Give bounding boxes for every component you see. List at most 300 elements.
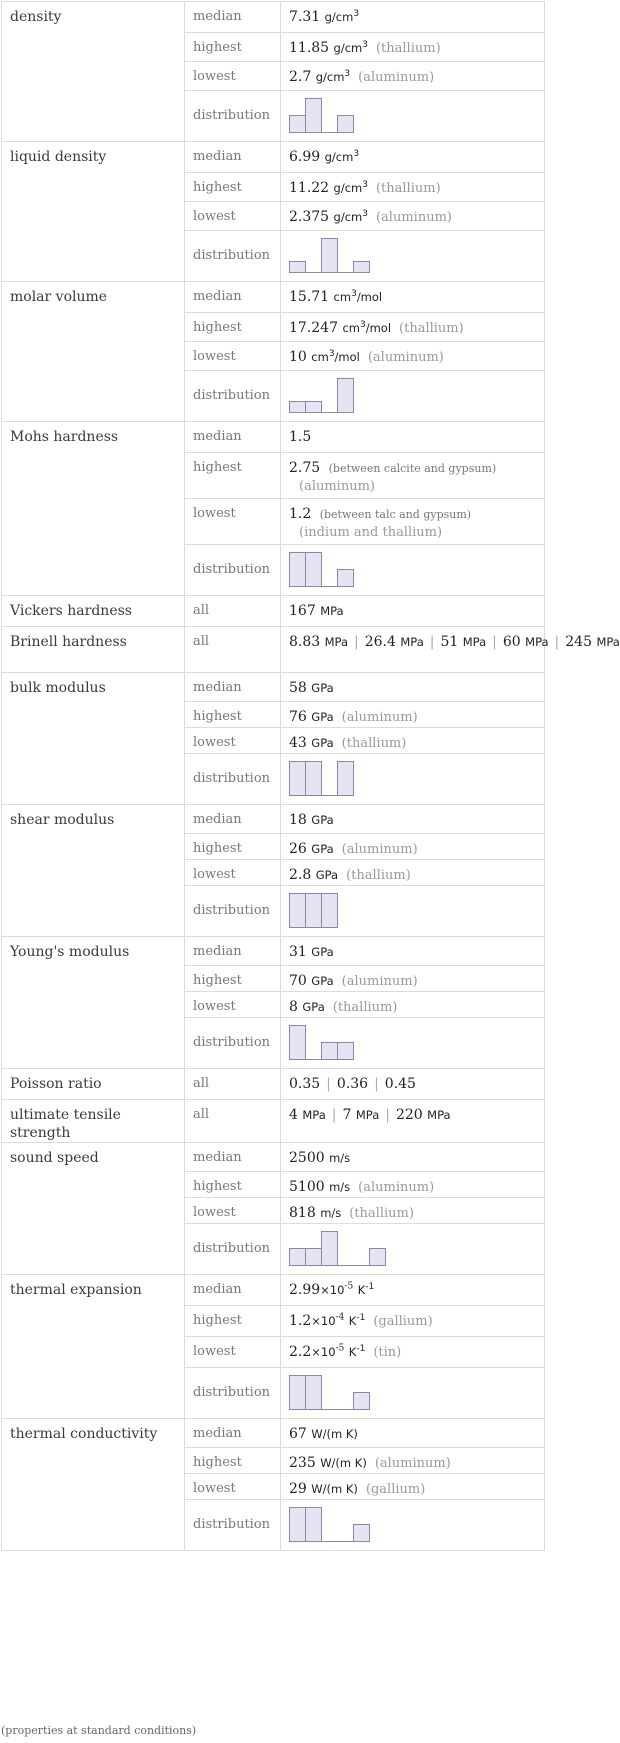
histogram-bar [306, 1249, 322, 1266]
stat-label: lowest [193, 1344, 236, 1359]
value-unit: GPa [311, 681, 334, 695]
distribution-histogram [289, 552, 355, 588]
value-unit-group [316, 868, 338, 882]
stat-label-cell [185, 754, 281, 805]
value-unit: W/(m K) [311, 1427, 358, 1441]
property-name-cell [2, 1069, 185, 1100]
stat-label-cell [185, 342, 281, 371]
property-name-cell [2, 1419, 185, 1551]
source-element: (gallium) [373, 1314, 433, 1329]
value-exponent: -5 [344, 1281, 354, 1292]
property-name-cell [2, 627, 185, 673]
source-element: (thallium) [349, 1206, 414, 1221]
value-number: 2.75 [289, 460, 321, 476]
histogram-bar [290, 553, 306, 587]
value-number: 2.375 [289, 209, 330, 225]
value-unit-group [334, 290, 383, 304]
histogram-bar [290, 894, 306, 928]
value-unit: MPa [427, 1108, 451, 1122]
value-unit: g/cm [324, 10, 354, 24]
distribution-histogram [289, 1025, 355, 1061]
source-element: (thallium) [341, 736, 407, 751]
unit-exponent: 3 [359, 320, 366, 331]
stat-label: median [193, 812, 242, 827]
unit-suffix: /mol [334, 350, 360, 364]
value-number: 43 [289, 735, 307, 751]
stat-label: median [193, 289, 242, 304]
stat-label-cell [185, 1275, 281, 1306]
source-element: (thallium) [399, 321, 464, 336]
stat-label: highest [193, 841, 242, 856]
property-name: liquid density [10, 149, 107, 165]
property-row [2, 673, 545, 702]
stat-label-cell [185, 1069, 281, 1100]
value-cell [281, 702, 545, 728]
value-unit: MPa [525, 635, 549, 649]
list-separator: | [554, 634, 560, 650]
stat-label-cell [185, 1224, 281, 1275]
stat-label: distribution [193, 1385, 271, 1400]
histogram-bar [338, 1043, 354, 1060]
list-value [337, 1076, 368, 1092]
list-separator: | [354, 634, 359, 650]
value-number: 26 [289, 841, 307, 857]
value-unit: m/s [320, 1206, 342, 1220]
property-name: Brinell hardness [10, 634, 127, 650]
value-number: 15.71 [289, 289, 330, 305]
value-cell [281, 673, 545, 702]
histogram-bar [338, 116, 354, 133]
stat-label: all [193, 634, 210, 649]
histogram-bar [290, 1249, 306, 1266]
value-cell [281, 1143, 545, 1172]
source-element: (aluminum) [375, 210, 452, 225]
histogram-bar [306, 894, 322, 928]
value-unit: g/cm [315, 70, 345, 84]
source-element: (thallium) [346, 868, 411, 883]
list-separator: | [331, 1107, 337, 1123]
stat-label: median [193, 9, 242, 24]
stat-label-cell [185, 886, 281, 937]
value-cell [281, 992, 545, 1018]
stat-label-cell [185, 966, 281, 992]
histogram-bar [338, 570, 354, 587]
list-separator: | [326, 1076, 331, 1092]
value-number: 0.35 [289, 1076, 321, 1092]
stat-label-cell [185, 2, 281, 33]
list-value [289, 603, 344, 619]
list-value [342, 1107, 379, 1123]
stat-label: lowest [193, 69, 236, 84]
histogram-bar [322, 1043, 338, 1060]
value-number: 2.8 [289, 867, 312, 883]
stat-label: all [193, 1107, 210, 1122]
list-value [503, 634, 549, 650]
stat-label: lowest [193, 506, 236, 521]
property-name: bulk modulus [10, 680, 106, 696]
stat-label: distribution [193, 562, 271, 577]
value-cell [281, 453, 545, 499]
value-cell [281, 886, 545, 937]
stat-label: distribution [193, 771, 271, 786]
stat-label: highest [193, 709, 242, 724]
stat-label: distribution [193, 108, 271, 123]
value-unit-group [325, 150, 359, 164]
properties-table-body [2, 2, 620, 1551]
property-row [2, 627, 545, 673]
value-unit: K [348, 1314, 357, 1328]
unit-exponent: -1 [356, 1313, 366, 1324]
value-number: 17.247 [289, 320, 338, 336]
value-cell [281, 313, 545, 342]
value-number: 11.85 [289, 40, 330, 56]
property-row [2, 282, 545, 313]
distribution-histogram [289, 761, 355, 797]
list-value [365, 634, 424, 650]
value-unit-group [334, 210, 368, 224]
stat-label: highest [193, 1313, 242, 1328]
value-cell [281, 91, 545, 142]
source-element: (gallium) [365, 1482, 426, 1497]
value-number: 26.4 [364, 634, 396, 650]
value-unit-group [311, 681, 333, 695]
value-unit-group [311, 842, 333, 856]
stat-label: highest [193, 40, 242, 55]
stat-label: highest [193, 460, 242, 475]
property-row [2, 1100, 545, 1143]
stat-label: highest [193, 320, 242, 335]
value-cell [281, 282, 545, 313]
value-cell [281, 342, 545, 371]
stat-label: median [193, 1426, 242, 1441]
source-element: (thallium) [375, 181, 441, 196]
list-separator: | [385, 1107, 390, 1123]
value-exponent: -5 [335, 1343, 345, 1354]
property-name-cell [2, 2, 185, 142]
value-cell [281, 834, 545, 860]
value-unit: GPa [311, 945, 334, 959]
value-unit-group [334, 41, 368, 55]
value-unit: W/(m K) [320, 1456, 367, 1470]
unit-exponent: 3 [362, 180, 368, 191]
value-number: 58 [289, 680, 307, 696]
value-cell [281, 422, 545, 453]
property-name-cell [2, 1143, 185, 1275]
value-cell [281, 231, 545, 282]
histogram-bar [290, 762, 306, 796]
times-sign: ×10 [320, 1283, 345, 1297]
source-element: (tin) [373, 1345, 402, 1360]
stat-label-cell [185, 805, 281, 834]
value-exponent: -4 [335, 1312, 345, 1323]
source-element: (indium and thallium) [299, 525, 443, 540]
stat-label: median [193, 149, 242, 164]
histogram-bar [306, 1508, 322, 1542]
value-cell [281, 1500, 545, 1551]
stat-label-cell [185, 596, 281, 627]
value-unit-group [311, 1427, 358, 1441]
value-cell [281, 2, 545, 33]
value-unit-group [349, 1345, 366, 1359]
source-element: (aluminum) [299, 479, 375, 494]
list-value [289, 1076, 320, 1092]
times-sign: ×10 [311, 1314, 336, 1328]
value-unit-group [311, 1482, 358, 1496]
value-unit-group [320, 1206, 341, 1220]
value-unit-group [358, 1283, 375, 1297]
value-unit: GPa [311, 736, 334, 750]
value-unit: W/(m K) [311, 1482, 358, 1496]
histogram-bar [306, 553, 322, 587]
histogram-bar [370, 1249, 386, 1266]
value-unit: g/cm [324, 150, 354, 164]
value-cell [281, 142, 545, 173]
histogram-bar [322, 1232, 338, 1266]
stat-label: highest [193, 1455, 242, 1470]
stat-label-cell [185, 62, 281, 91]
unit-exponent: 3 [328, 349, 335, 360]
stat-label: median [193, 429, 242, 444]
unit-exponent: 3 [351, 289, 357, 300]
value-number: 8 [289, 999, 298, 1015]
value-unit-group [329, 1180, 350, 1194]
stat-label-cell [185, 313, 281, 342]
value-cell [281, 202, 545, 231]
value-number: 31 [289, 944, 307, 960]
stat-label-cell [185, 173, 281, 202]
value-unit: GPa [311, 710, 334, 724]
value-unit: MPa [355, 1108, 380, 1122]
value-unit: MPa [400, 635, 424, 649]
histogram-bar [290, 1376, 306, 1410]
property-name: molar volume [10, 289, 108, 305]
unit-suffix: /mol [356, 290, 383, 304]
property-name: density [10, 9, 62, 25]
source-element: (thallium) [332, 1000, 398, 1015]
value-unit-group [311, 350, 360, 364]
source-element: (aluminum) [341, 842, 418, 857]
property-row [2, 2, 545, 33]
stat-label-cell [185, 202, 281, 231]
list-value [565, 634, 620, 650]
stat-label: highest [193, 1179, 242, 1194]
list-value [385, 1076, 416, 1092]
value-cell [281, 1172, 545, 1198]
property-row [2, 1143, 545, 1172]
distribution-histogram [289, 1231, 387, 1267]
value-number: 0.45 [384, 1076, 416, 1092]
unit-exponent: 3 [353, 149, 360, 160]
unit-exponent: -1 [356, 1344, 366, 1355]
source-element: (aluminum) [358, 1180, 435, 1195]
value-cell [281, 1224, 545, 1275]
value-cell [281, 728, 545, 754]
property-name: shear modulus [10, 812, 115, 828]
value-cell [281, 545, 545, 596]
value-unit: cm [342, 321, 360, 335]
value-number: 4 [289, 1107, 298, 1123]
value-number: 29 [289, 1481, 307, 1497]
list-value [440, 634, 486, 650]
stat-label: lowest [193, 1481, 236, 1496]
value-mantissa: 1.2 [289, 1313, 312, 1329]
stat-label-cell [185, 1198, 281, 1224]
value-number: 0.36 [336, 1076, 369, 1092]
footer-note: (properties at standard conditions) [1, 1724, 197, 1737]
histogram-bar [338, 762, 354, 796]
value-number: 1.5 [289, 429, 312, 445]
value-unit-group [311, 710, 333, 724]
stat-label-cell [185, 142, 281, 173]
property-row [2, 1069, 545, 1100]
value-cell [281, 1018, 545, 1069]
source-element: (aluminum) [341, 974, 418, 989]
value-number: 18 [289, 812, 307, 828]
value-number: 11.22 [289, 180, 330, 196]
distribution-histogram [289, 1375, 371, 1411]
stat-label-cell [185, 627, 281, 673]
histogram-bar [290, 262, 306, 273]
stat-label: distribution [193, 248, 271, 263]
distribution-histogram [289, 98, 355, 134]
value-unit: g/cm [333, 41, 363, 55]
property-row [2, 422, 545, 453]
value-description: (between calcite and gypsum) [328, 462, 497, 475]
value-unit-group [311, 813, 333, 827]
list-separator: | [429, 634, 435, 650]
value-unit: GPa [311, 842, 334, 856]
source-element: (aluminum) [367, 350, 444, 365]
value-cell [281, 62, 545, 91]
property-name-cell [2, 673, 185, 805]
value-unit-group [342, 321, 391, 335]
value-unit: g/cm [333, 210, 363, 224]
stat-label-cell [185, 1100, 281, 1143]
stat-label-cell [185, 422, 281, 453]
histogram-bar [290, 1026, 306, 1060]
histogram-bar [306, 762, 322, 796]
stat-label-cell [185, 1448, 281, 1474]
value-cell [281, 1368, 545, 1419]
stat-label-cell [185, 702, 281, 728]
stat-label: distribution [193, 1241, 271, 1256]
property-name: thermal conductivity [10, 1426, 158, 1442]
value-cell [281, 499, 545, 545]
property-row [2, 142, 545, 173]
distribution-histogram [289, 378, 355, 414]
property-name-cell [2, 142, 185, 282]
value-number: 167 [289, 603, 316, 619]
value-unit: m/s [329, 1180, 351, 1194]
value-number: 220 [395, 1107, 423, 1123]
stat-label-cell [185, 1306, 281, 1337]
value-unit-group [311, 974, 333, 988]
value-number: 818 [289, 1205, 316, 1221]
distribution-histogram [289, 893, 339, 929]
property-name-cell [2, 422, 185, 596]
value-cell [281, 1337, 545, 1368]
property-name: Young's modulus [10, 944, 130, 960]
stat-label: median [193, 1282, 242, 1297]
value-number: 8.83 [289, 634, 321, 650]
value-number: 7 [342, 1107, 352, 1123]
source-element: (aluminum) [341, 710, 418, 725]
stat-label: median [193, 680, 242, 695]
stat-label: lowest [193, 349, 236, 364]
stat-label-cell [185, 992, 281, 1018]
value-unit-group [320, 1456, 367, 1470]
value-cell [281, 1474, 545, 1500]
value-number: 5100 [289, 1179, 325, 1195]
value-unit: MPa [324, 635, 349, 649]
value-cell [281, 754, 545, 805]
list-separator: | [374, 1076, 379, 1092]
stat-label: highest [193, 180, 242, 195]
stat-label-cell [185, 33, 281, 62]
histogram-bar [306, 99, 322, 133]
property-row [2, 937, 545, 966]
value-unit: MPa [320, 604, 344, 618]
stat-label: distribution [193, 388, 271, 403]
value-number: 70 [289, 973, 307, 989]
unit-exponent: 3 [362, 209, 368, 220]
unit-suffix: /mol [365, 321, 392, 335]
value-number: 6.99 [289, 149, 321, 165]
stat-label-cell [185, 1172, 281, 1198]
value-unit-group [302, 1000, 324, 1014]
value-number: 10 [289, 349, 307, 365]
value-unit: K [348, 1345, 357, 1359]
histogram-bar [322, 239, 338, 273]
stat-label-cell [185, 1143, 281, 1172]
value-number: 245 [565, 634, 592, 650]
value-unit: g/cm [333, 181, 363, 195]
value-unit: GPa [302, 1000, 325, 1014]
stat-label-cell [185, 91, 281, 142]
value-cell [281, 173, 545, 202]
value-unit-group [349, 1314, 366, 1328]
value-mantissa: 2.99 [289, 1282, 321, 1298]
value-unit-group [311, 945, 333, 959]
property-row [2, 1275, 545, 1306]
list-value [396, 1107, 451, 1123]
property-name-cell [2, 282, 185, 422]
stat-label-cell [185, 545, 281, 596]
value-cell [281, 860, 545, 886]
value-cell [281, 627, 620, 673]
value-cell [281, 33, 545, 62]
value-unit: MPa [462, 635, 487, 649]
value-cell [281, 1448, 545, 1474]
value-cell [281, 1100, 545, 1143]
unit-exponent: -1 [365, 1282, 375, 1293]
value-unit: MPa [302, 1108, 326, 1122]
stat-label: distribution [193, 1035, 271, 1050]
value-unit: GPa [311, 974, 334, 988]
value-number: 7.31 [289, 9, 321, 25]
value-cell [281, 1306, 545, 1337]
property-row [2, 805, 545, 834]
value-number: 76 [289, 709, 307, 725]
property-name-cell [2, 1275, 185, 1419]
value-cell [281, 805, 545, 834]
stat-label-cell [185, 1500, 281, 1551]
value-cell [281, 1069, 545, 1100]
value-cell [281, 1275, 545, 1306]
value-cell [281, 1419, 545, 1448]
list-value [289, 1107, 326, 1123]
value-unit: K [357, 1283, 366, 1297]
